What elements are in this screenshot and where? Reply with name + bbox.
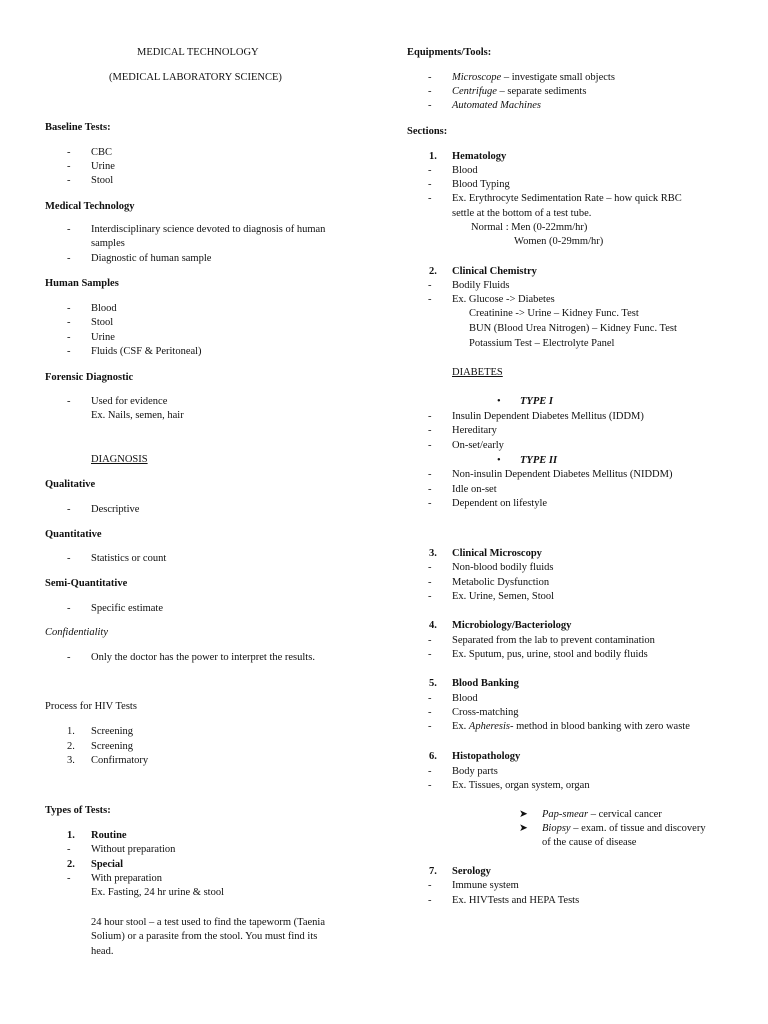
type-2-heading: TYPE II <box>520 455 558 466</box>
list-item: - Used for evidence <box>91 395 167 410</box>
list-number: 2. <box>429 266 437 277</box>
list-item: - Ex. Glucose -> Diabetes <box>452 293 555 308</box>
list-item: - Ex. Erythrocyte Sedimentation Rate – how quick RBC <box>452 192 682 207</box>
heading-medical-technology: Medical Technology <box>45 201 135 212</box>
list-item: - Automated Machines <box>452 99 541 114</box>
sub-item <box>542 808 662 823</box>
heading-hiv-process: Process for HIV Tests <box>45 701 137 712</box>
section-microbiology: Microbiology/Bacteriology <box>452 620 572 631</box>
section-serology: Serology <box>452 866 491 877</box>
list-item: - Only the doctor has the power to interpret the results. <box>91 651 315 666</box>
doc-title: MEDICAL TECHNOLOGY <box>137 47 259 58</box>
list-item: - Separated from the lab to prevent contamination <box>452 634 655 649</box>
list-item: - Ex. HIVTests and HEPA Tests <box>452 894 579 909</box>
list-item: - Blood <box>452 692 478 707</box>
heading-human-samples: Human Samples <box>45 278 119 289</box>
type-1-heading: TYPE I <box>520 396 553 407</box>
list-number: 3. <box>67 755 75 766</box>
list-item: - Urine <box>91 160 115 175</box>
list-item-continuation: settle at the bottom of a test tube. <box>452 208 592 219</box>
list-item: - Hereditary <box>452 424 497 439</box>
list-item: - Urine <box>91 331 115 346</box>
sub-item: BUN (Blood Urea Nitrogen) – Kidney Func. Test <box>469 323 677 334</box>
list-item: - Blood <box>452 164 478 179</box>
list-number: 2. <box>67 859 75 870</box>
list-item: - Metabolic Dysfunction <box>452 576 549 591</box>
list-item: - Stool <box>91 316 113 331</box>
heading-quantitative: Quantitative <box>45 529 102 540</box>
list-item: - Non-blood bodily fluids <box>452 561 554 576</box>
list-item: - Interdisciplinary science devoted to diagnosis of human <box>91 223 325 238</box>
list-item <box>452 71 615 86</box>
definition: - method in blood banking with zero waste <box>509 721 690 732</box>
list-item <box>452 85 586 100</box>
list-number: 1. <box>67 830 75 841</box>
heading-confidentiality: Confidentiality <box>45 627 108 638</box>
list-item: Confirmatory <box>91 755 149 766</box>
list-number: 6. <box>429 751 437 762</box>
heading-qualitative: Qualitative <box>45 479 96 490</box>
term: Microscope <box>452 72 502 83</box>
list-item: - Immune system <box>452 879 519 894</box>
list-number: 7. <box>429 866 437 877</box>
list-number: 2. <box>67 741 75 752</box>
sub-item: Creatinine -> Urine – Kidney Func. Test <box>469 308 639 319</box>
list-item: - Diagnostic of human sample <box>91 252 211 267</box>
list-number: 1. <box>67 726 75 737</box>
heading-forensic-diagnostic: Forensic Diagnostic <box>45 372 134 383</box>
term: Centrifuge <box>452 86 497 97</box>
arrow-bullet-icon: ➤ <box>519 809 528 820</box>
section-clinical-microscopy: Clinical Microscopy <box>452 548 542 559</box>
list-item: - Bodily Fluids <box>452 279 509 294</box>
list-item-continuation: samples <box>91 238 125 249</box>
sub-item <box>542 822 706 837</box>
list-item-continuation: Ex. Nails, semen, hair <box>91 410 184 421</box>
list-item: Screening <box>91 741 133 752</box>
term: Pap-smear <box>542 809 589 820</box>
definition: – separate sediments <box>496 86 587 97</box>
list-item: - Blood <box>91 302 117 317</box>
list-item: - Without preparation <box>91 843 175 858</box>
list-item: - Specific estimate <box>91 602 163 617</box>
list-item: - With preparation <box>91 872 162 887</box>
list-item: - Statistics or count <box>91 552 166 567</box>
sub-item-continuation: of the cause of disease <box>542 837 637 848</box>
list-item: - Cross-matching <box>452 706 519 721</box>
subheading-special: Special <box>91 859 124 870</box>
list-number: 3. <box>429 548 437 559</box>
list-item-continuation: Ex. Fasting, 24 hr urine & stool <box>91 887 224 898</box>
subheading-routine: Routine <box>91 830 127 841</box>
stool-note-line: head. <box>91 946 114 957</box>
list-item: - CBC <box>91 146 112 161</box>
list-item <box>452 720 690 735</box>
definition: – cervical cancer <box>588 809 662 820</box>
section-hematology: Hematology <box>452 151 507 162</box>
list-item: - On-set/early <box>452 439 504 454</box>
section-histopathology: Histopathology <box>452 751 521 762</box>
list-item: - Dependent on lifestyle <box>452 497 547 512</box>
list-item: - Stool <box>91 174 113 189</box>
heading-baseline-tests: Baseline Tests: <box>45 122 111 133</box>
doc-subtitle: (MEDICAL LABORATORY SCIENCE) <box>109 72 282 83</box>
definition: – investigate small objects <box>501 72 615 83</box>
list-item: - Ex. Urine, Semen, Stool <box>452 590 554 605</box>
heading-types-of-tests: Types of Tests: <box>45 805 111 816</box>
sub-item: Potassium Test – Electrolyte Panel <box>469 338 615 349</box>
section-clinical-chemistry: Clinical Chemistry <box>452 266 537 277</box>
list-item: - Insulin Dependent Diabetes Mellitus (IDDM) <box>452 410 644 425</box>
list-number: 1. <box>429 151 437 162</box>
list-item: - Fluids (CSF & Peritoneal) <box>91 345 202 360</box>
list-item: - Ex. Sputum, pus, urine, stool and bodily fluids <box>452 648 648 663</box>
list-number: 5. <box>429 678 437 689</box>
heading-diabetes: DIABETES <box>452 367 503 378</box>
list-item: Screening <box>91 726 133 737</box>
bullet-icon: • <box>497 455 501 466</box>
heading-equipments: Equipments/Tools: <box>407 47 492 58</box>
term: Apheresis <box>468 721 510 732</box>
list-item: - Idle on-set <box>452 483 497 498</box>
section-blood-banking: Blood Banking <box>452 678 519 689</box>
normal-range-men: Normal : Men (0-22mm/hr) <box>471 222 588 233</box>
heading-semi-quantitative: Semi-Quantitative <box>45 578 128 589</box>
list-number: 4. <box>429 620 437 631</box>
stool-note-line: Solium) or a parasite from the stool. You must find its <box>91 931 318 942</box>
list-item: - Blood Typing <box>452 178 510 193</box>
list-item: - Descriptive <box>91 503 139 518</box>
list-item: - Body parts <box>452 765 498 780</box>
arrow-bullet-icon: ➤ <box>519 823 528 834</box>
list-item: - Ex. Tissues, organ system, organ <box>452 779 590 794</box>
bullet-icon: • <box>497 396 501 407</box>
normal-range-women: Women (0-29mm/hr) <box>514 236 604 247</box>
ex-prefix: Ex. <box>452 721 469 732</box>
stool-note-line: 24 hour stool – a test used to find the tapeworm (Taenia <box>91 917 325 928</box>
definition: – exam. of tissue and discovery <box>570 823 706 834</box>
heading-diagnosis: DIAGNOSIS <box>91 454 148 465</box>
heading-sections: Sections: <box>407 126 448 137</box>
list-item: - Non-insulin Dependent Diabetes Mellitus (NIDDM) <box>452 468 672 483</box>
term: Biopsy <box>542 823 571 834</box>
